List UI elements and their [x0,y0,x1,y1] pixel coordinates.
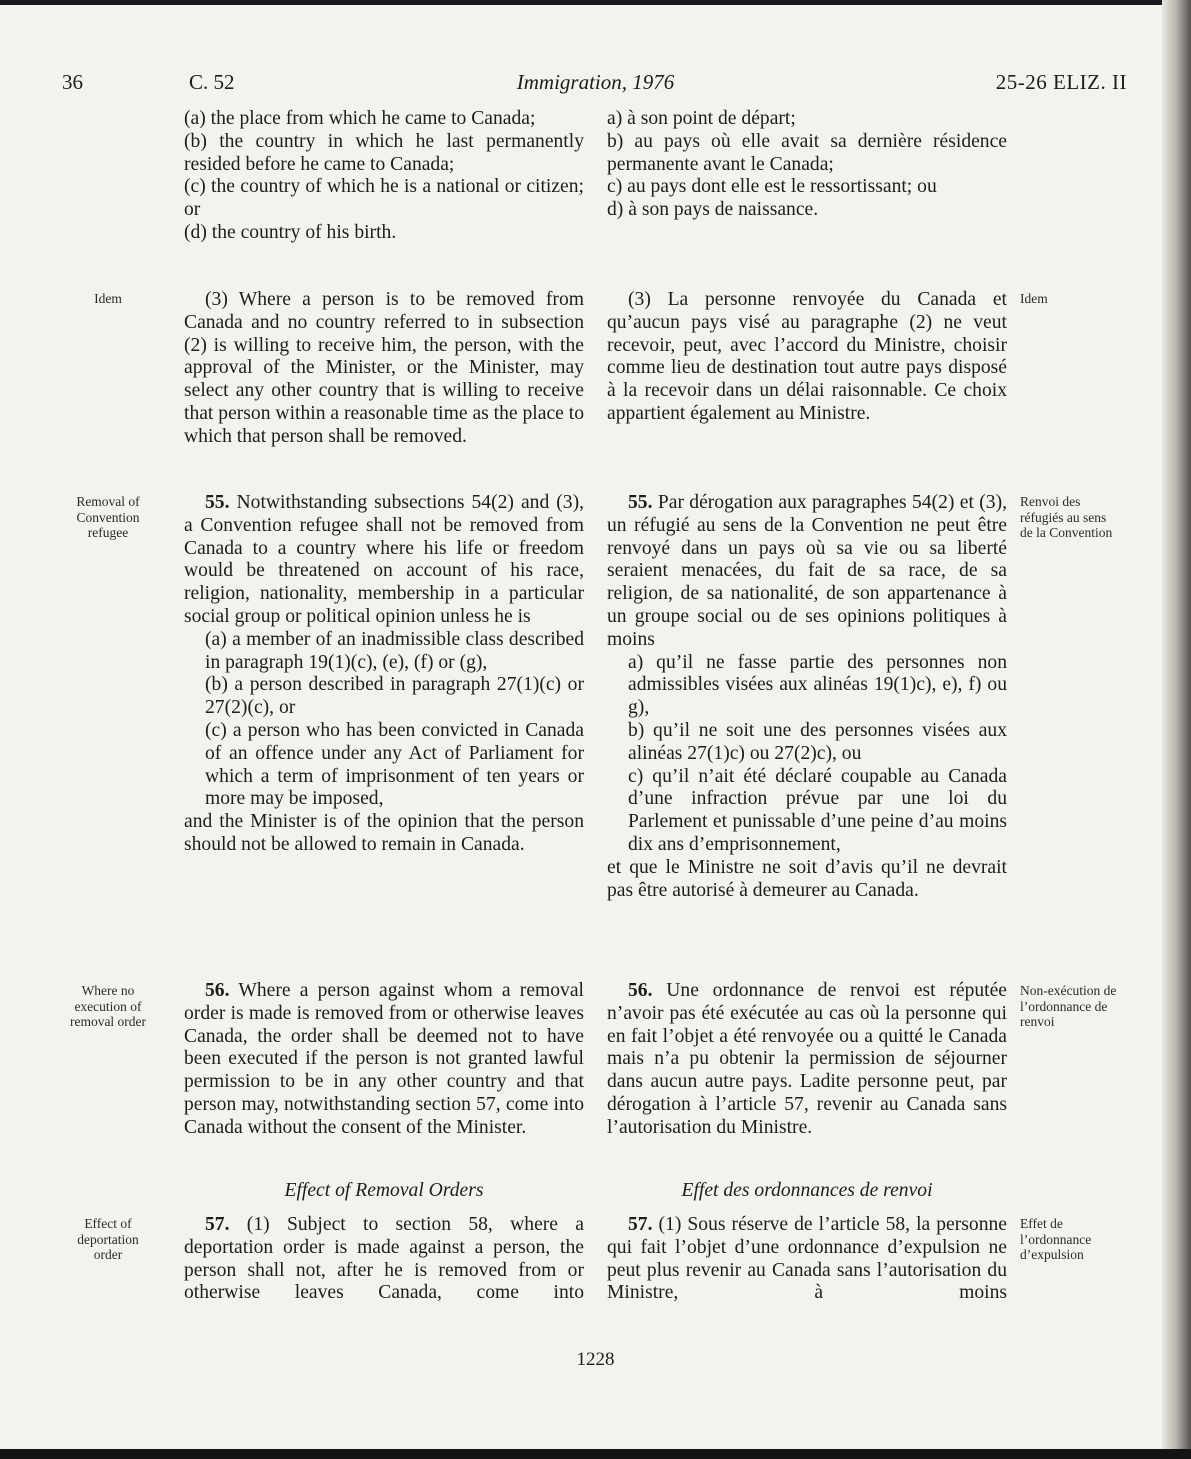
en-56-text: Where a person against whom a removal order is made is removed from or otherwise leaves Canada, the order shall be deemed not to have been executed if the person is not granted lawful permission to be in any other country and that person may, notwithstanding section 57, come into Canada without the consent of the Minister. [184,980,584,1138]
en-54-2-item-c: (c) the country of which he is a national or citizen; or [184,176,584,221]
fr-55-intro: Par dérogation aux paragraphes 54(2) et (3), un réfugié au sens de la Convention ne peut être renvoyé dans un pays où sa vie ou sa liberté seraient menacées, du fait de sa race, de sa religion, de sa nationalité, de son appartenance à un groupe social ou de ses opinions politiques à moins [607,492,1007,650]
fr-55-item-a: a) qu’il ne fasse partie des personnes non admissibles visées aux alinéas 19(1)c), e), f) ou g), [628,651,1007,719]
fr-57-para [607,1214,1007,1305]
en-56-number: 56. [205,980,230,1001]
margin-note-en-idem: Idem [94,291,122,306]
header-regnal-year: 25-26 ELIZ. II [995,70,1127,94]
header-title: Immigration, 1976 [516,70,675,94]
en-section-55 [184,492,584,857]
margin-note-fr-effet-ordonnance: Effet de l’ordonnance d’expulsion [1020,1216,1092,1262]
fr-55-item-b: b) qu’il ne soit une des personnes visées aux alinéas 27(1)c) ou 27(2)c), ou [628,719,1007,764]
en-55-item-b: (b) a person described in paragraph 27(1)(c) or 27(2)(c), or [205,674,584,719]
book-spine-shadow [1162,0,1191,1459]
fr-heading-effet-des-ordonnances: Effet des ordonnances de renvoi [681,1180,933,1201]
header-chapter: C. 52 [189,70,235,94]
fr-55-item-c: c) qu’il n’ait été déclaré coupable au Canada d’une infraction prévue par une loi du Parlement et punissable d’une peine d’au moins dix ans d’emprisonnement, [628,765,1007,855]
en-55-item-a: (a) a member of an inadmissible class described in paragraph 19(1)(c), (e), (f) or (g), [205,628,584,673]
fr-54-3-text: (3) La personne renvoyée du Canada et qu’aucun pays visé au paragraphe (2) ne veut recevoir, peut, avec l’accord du Ministre, choisir comme lieu de destination tout autre pays disposé à la recevoir dans un délai raisonnable. Ce choix appartient également au Ministre. [607,289,1007,424]
margin-note-en-no-execution: Where no execution of removal order [69,983,147,1029]
en-55-closing: and the Minister is of the opinion that the person should not be allowed to remain in Canada. [184,811,584,855]
fr-55-closing: et que le Ministre ne soit d’avis qu’il ne devrait pas être autorisé à demeurer au Canada. [607,856,1007,901]
page-top-edge [0,0,1191,5]
en-section-56 [184,980,584,1140]
en-57-number: 57. [205,1214,230,1235]
fr-54-2-item-a: a) à son point de départ; [607,108,796,129]
en-54-2-item-b: (b) the country in which he last permanently resided before he came to Canada; [184,130,584,175]
fr-section-57 [607,1214,1007,1305]
en-55-intro-para [184,492,584,629]
fr-57-text: (1) Sous réserve de l’article 58, la personne qui fait l’objet d’une ordonnance d’expulsion ne peut plus revenir au Canada sans l’autorisation du Ministre, à moins [607,1214,1007,1304]
en-57-para [184,1214,584,1305]
footer-page-number: 1228 [576,1349,615,1370]
page-bottom-edge [0,1449,1191,1459]
en-55-number: 55. [205,492,230,513]
en-54-3-text: (3) Where a person is to be removed from Canada and no country referred to in subsection (2) is willing to receive him, the person, with the approval of the Minister, or the Minister, may select any other country that is willing to receive that person within a reasonable time as the place to which that person shall be removed. [184,289,584,447]
en-para-54-2-items [184,108,584,245]
en-para-54-3 [184,289,584,449]
fr-56-para [607,980,1007,1140]
margin-note-fr-non-execution: Non-exécution de l’ordonnance de renvoi [1020,983,1117,1029]
header-page-number: 36 [62,70,83,94]
fr-54-2-item-d: d) à son pays de naissance. [607,199,819,221]
fr-para-54-2-items [607,108,1007,222]
en-heading-effect-of-removal-orders: Effect of Removal Orders [284,1180,484,1201]
en-55-intro: Notwithstanding subsections 54(2) and (3), a Convention refugee shall not be removed from Canada to a country where his life or freedom would be threatened on account of his race, religion, nationality, membership in a particular social group or political opinion unless he is [184,492,584,627]
fr-54-2-item-c: c) au pays dont elle est le ressortissant; ou [607,176,937,198]
fr-55-intro-para [607,492,1007,652]
en-54-2-item-d: (d) the country of his birth. [184,221,397,243]
fr-section-56 [607,980,1007,1140]
en-54-2-item-a: (a) the place from which he came to Canada; [184,108,536,129]
fr-56-text: Une ordonnance de renvoi est réputée n’avoir pas été exécutée au cas où la personne qui en fait l’objet a été renvoyée ou a quitté le Canada mais n’a pu obtenir la permission de séjourner dans aucun autre pays. Ladite personne peut, par dérogation à l’article 57, revenir au Canada sans l’autorisation du Ministre. [607,980,1007,1138]
margin-note-en-effect-deportation: Effect of deportation order [77,1216,139,1262]
en-56-para [184,980,584,1140]
margin-note-fr-idem: Idem [1020,291,1048,306]
fr-56-number: 56. [628,980,653,1001]
fr-para-54-3 [607,289,1007,426]
fr-54-2-item-b: b) au pays où elle avait sa dernière résidence permanente avant le Canada; [607,130,1007,175]
fr-55-number: 55. [628,492,653,513]
en-55-item-c: (c) a person who has been convicted in Canada of an offence under any Act of Parliament for which a term of imprisonment of ten years or more may be imposed, [205,719,584,810]
margin-note-en-removal-refugee: Removal of Convention refugee [76,494,140,540]
en-section-57 [184,1214,584,1305]
margin-note-fr-renvoi-refugies: Renvoi des réfugiés au sens de la Convention [1020,494,1113,540]
fr-section-55 [607,492,1007,902]
en-57-text: (1) Subject to section 58, where a deportation order is made against a person, the person shall not, after he is removed from or otherwise leaves Canada, come into [184,1214,584,1304]
fr-57-number: 57. [628,1214,653,1235]
